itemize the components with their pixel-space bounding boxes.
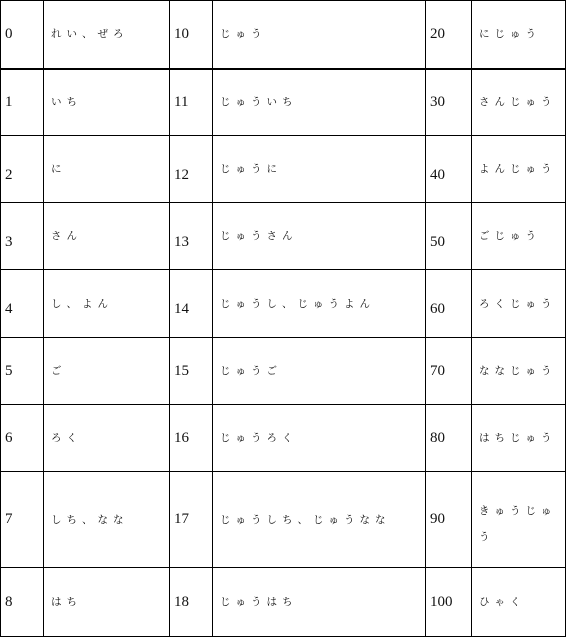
table-row [1, 472, 566, 568]
table-row [1, 203, 566, 270]
number-cell: 1 [1, 69, 44, 136]
reading-cell: じゅうご [213, 338, 426, 405]
number-cell: 6 [1, 405, 44, 472]
reading-cell: じゅうしち、じゅうなな [213, 472, 426, 568]
number-cell: 60 [426, 270, 472, 338]
number-cell: 13 [170, 203, 213, 270]
number-cell: 0 [1, 1, 44, 69]
table-row [1, 136, 566, 203]
reading-cell: に [44, 136, 170, 203]
table-row [1, 338, 566, 405]
number-cell: 40 [426, 136, 472, 203]
number-cell: 80 [426, 405, 472, 472]
reading-cell: じゅうはち [213, 568, 426, 637]
number-cell: 7 [1, 472, 44, 568]
reading-cell: じゅうに [213, 136, 426, 203]
reading-cell: じゅういち [213, 69, 426, 136]
number-cell: 15 [170, 338, 213, 405]
reading-cell: れい、ぜろ [44, 1, 170, 69]
reading-cell: ひゃく [472, 568, 566, 637]
reading-cell: はちじゅう [472, 405, 566, 472]
table-row [1, 568, 566, 637]
number-cell: 100 [426, 568, 472, 637]
number-cell: 17 [170, 472, 213, 568]
reading-cell: さんじゅう [472, 69, 566, 136]
reading-cell: はち [44, 568, 170, 637]
number-cell: 12 [170, 136, 213, 203]
number-cell: 10 [170, 1, 213, 69]
reading-cell: ろく [44, 405, 170, 472]
reading-cell: いち [44, 69, 170, 136]
table-row [1, 270, 566, 338]
table-row [1, 1, 566, 69]
reading-cell: ごじゅう [472, 203, 566, 270]
number-cell: 50 [426, 203, 472, 270]
number-cell: 30 [426, 69, 472, 136]
reading-cell: じゅうろく [213, 405, 426, 472]
reading-cell: にじゅう [472, 1, 566, 69]
reading-cell: ご [44, 338, 170, 405]
number-cell: 70 [426, 338, 472, 405]
reading-cell: ろくじゅう [472, 270, 566, 338]
number-cell: 11 [170, 69, 213, 136]
reading-cell: じゅうさん [213, 203, 426, 270]
reading-cell: よんじゅう [472, 136, 566, 203]
reading-cell: きゅうじゅう [472, 472, 566, 568]
number-cell: 3 [1, 203, 44, 270]
number-cell: 5 [1, 338, 44, 405]
reading-cell: さん [44, 203, 170, 270]
reading-cell: しち、なな [44, 472, 170, 568]
number-cell: 14 [170, 270, 213, 338]
reading-cell: し、よん [44, 270, 170, 338]
reading-cell: ななじゅう [472, 338, 566, 405]
number-cell: 8 [1, 568, 44, 637]
number-cell: 20 [426, 1, 472, 69]
table-row [1, 69, 566, 136]
number-cell: 4 [1, 270, 44, 338]
reading-cell: じゅうし、じゅうよん [213, 270, 426, 338]
table-row [1, 405, 566, 472]
number-cell: 18 [170, 568, 213, 637]
number-cell: 2 [1, 136, 44, 203]
reading-cell: じゅう [213, 1, 426, 69]
number-cell: 16 [170, 405, 213, 472]
number-cell: 90 [426, 472, 472, 568]
